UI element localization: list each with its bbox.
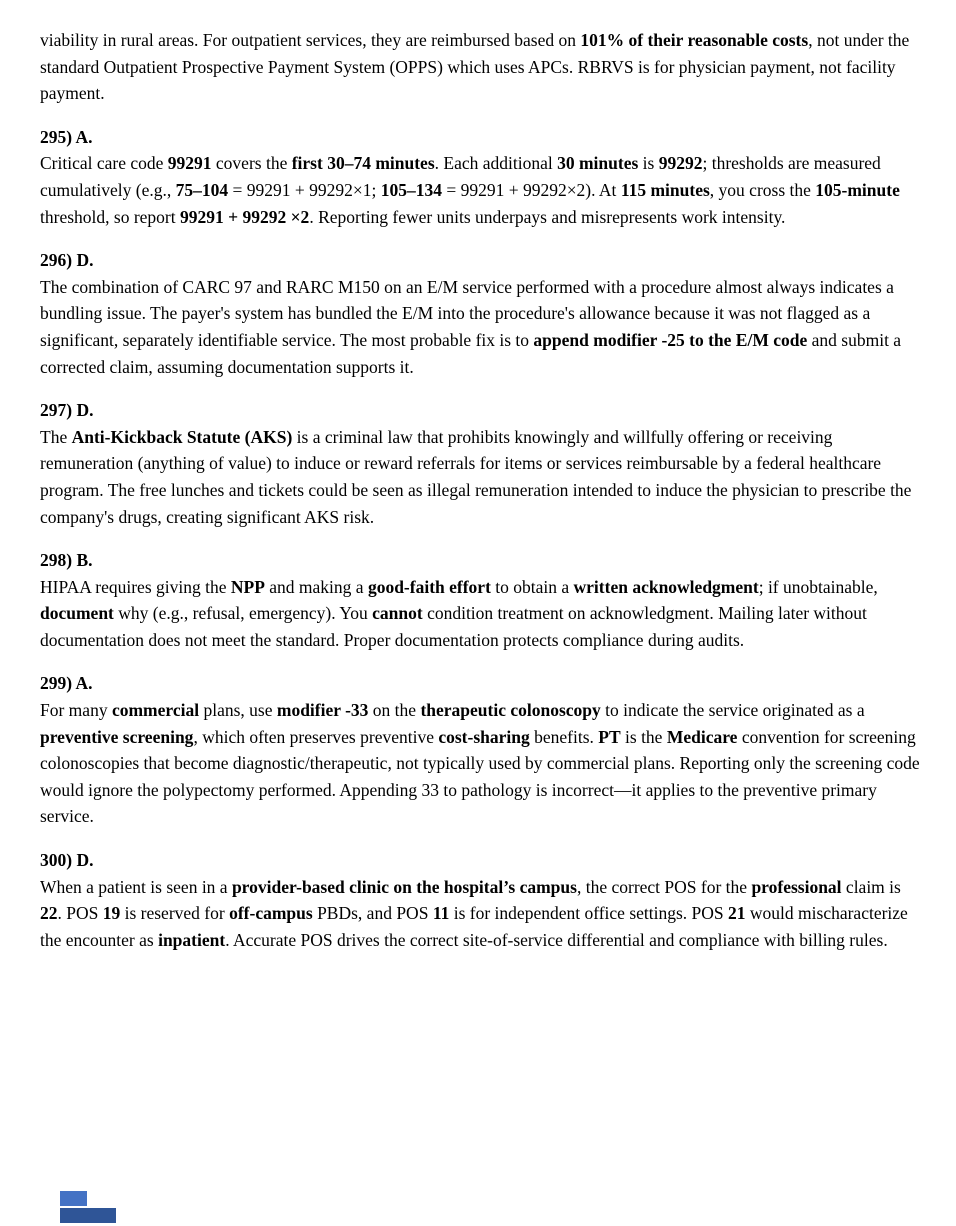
continuation-paragraph — [40, 27, 922, 107]
explanation-text: Critical care code 99291 covers the first 30–74 minutes. Each additional 30 minutes is 99292; thresholds are measured cumulatively (e.g., 75–104 = 99291 + 99292×1; 105–134 = 99291 + 99292×2). At 115 minutes, you cross the 105-minute threshold, so report 99291 + 99292 ×2. Reporting fewer units underpays and misrepresents work intensity. — [40, 153, 900, 227]
footer-marker-wide — [60, 1208, 116, 1223]
answer-section — [40, 397, 922, 530]
answer-heading: 295) A. — [40, 126, 93, 147]
answer-section — [40, 847, 922, 953]
explanation-text: The combination of CARC 97 and RARC M150 on an E/M service performed with a procedure almost always indicates a bundling issue. The payer's system has bundled the E/M into the procedure's allowance because it was not flagged as a significant, separately identifiable service. The most probable fix is to append modifier -25 to the E/M code and submit a corrected claim, assuming documentation supports it. — [40, 276, 902, 377]
answer-heading: 297) D. — [40, 400, 94, 421]
answer-heading: 300) D. — [40, 850, 94, 871]
explanation-text: When a patient is seen in a provider-based clinic on the hospital’s campus, the correct POS for the professional claim is 22. POS 19 is reserved for off-campus PBDs, and POS 11 is for independent office settings. POS 21 would mischaracterize the encounter as inpatient. Accurate POS drives the correct site-of-service differential and compliance with billing rules. — [40, 876, 908, 950]
explanation-text: The Anti-Kickback Statute (AKS) is a criminal law that prohibits knowingly and willfully offering or receiving remuneration (anything of value) to induce or reward referrals for items or services reimbursable by a federal healthcare program. The free lunches and tickets could be seen as illegal remuneration intended to induce the physician to prescribe the company's drugs, creating significant AKS risk. — [40, 426, 912, 527]
answer-section — [40, 247, 922, 380]
explanation-text: viability in rural areas. For outpatient services, they are reimbursed based on 101% of their reasonable costs, not under the standard Outpatient Prospective Payment System (OPPS) which uses APCs. RBRVS is for physician payment, not facility payment. — [40, 30, 910, 104]
explanation-text: HIPAA requires giving the NPP and making a good-faith effort to obtain a written acknowledgment; if unobtainable, document why (e.g., refusal, emergency). You cannot condition treatment on acknowledgment. Mailing later without documentation does not meet the standard. Proper documentation protects compliance during audits. — [40, 576, 878, 650]
answer-heading: 296) D. — [40, 250, 94, 271]
footer-marker-small — [60, 1191, 87, 1206]
footer-markers — [60, 1191, 116, 1225]
answer-section — [40, 547, 922, 653]
explanation-text: For many commercial plans, use modifier -33 on the therapeutic colonoscopy to indicate the service originated as a preventive screening, which often preserves preventive cost-sharing benefits. PT is the Medicare convention for screening colonoscopies that become diagnostic/therapeutic, not typically used by commercial plans. Reporting only the screening code would ignore the polypectomy performed. Appending 33 to pathology is incorrect—it applies to the preventive primary service. — [40, 700, 920, 827]
answer-heading: 299) A. — [40, 673, 93, 694]
answer-heading: 298) B. — [40, 550, 93, 571]
answer-section — [40, 124, 922, 230]
answer-section — [40, 670, 922, 830]
document-body — [40, 27, 922, 970]
